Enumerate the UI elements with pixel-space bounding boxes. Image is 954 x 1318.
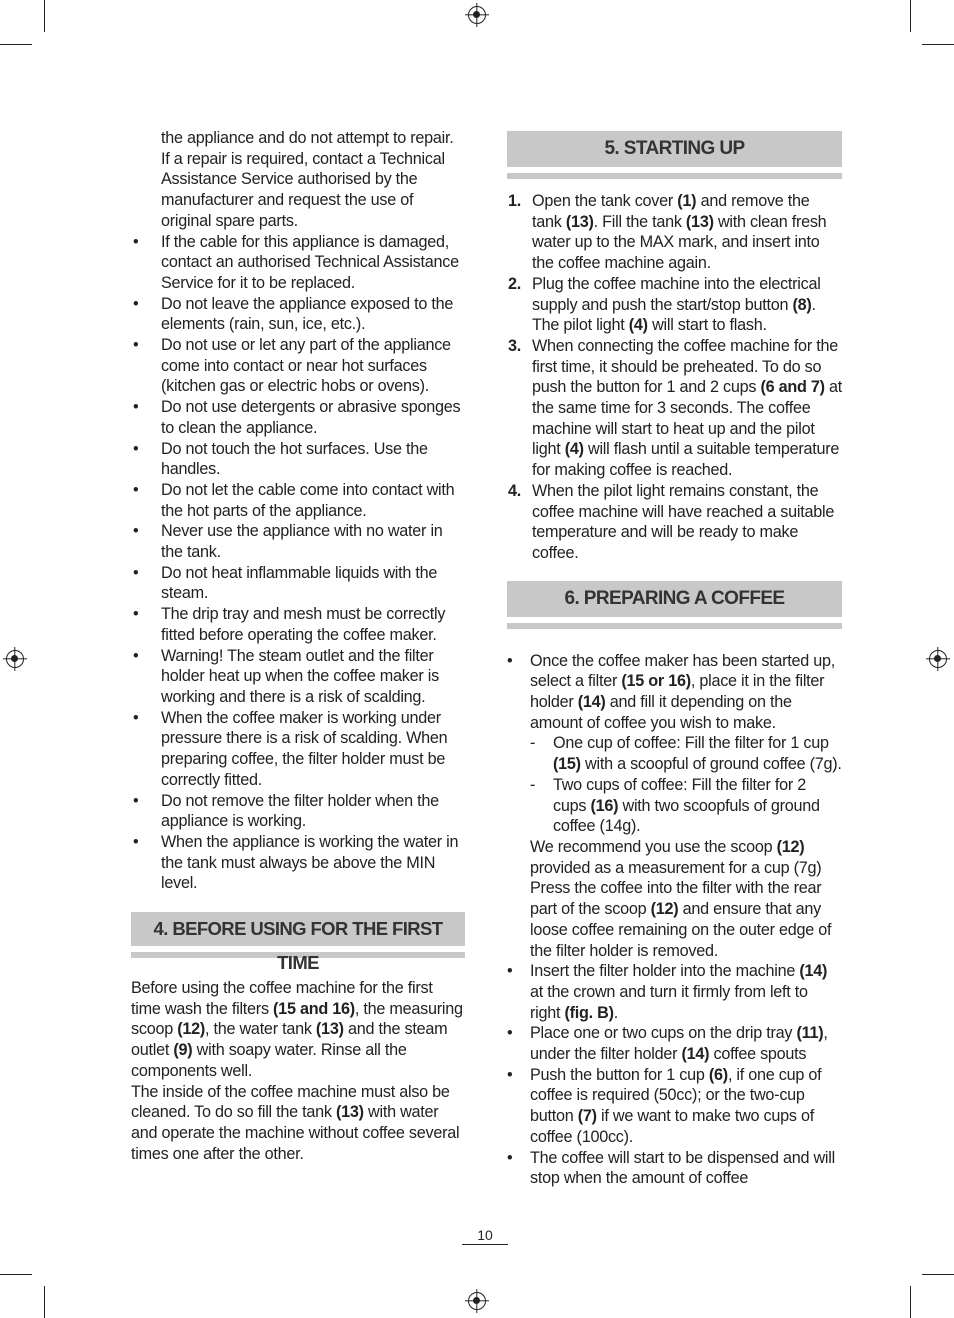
registration-mark-icon <box>929 650 947 668</box>
safety-continuation: the appliance and do not attempt to repair. If a repair is required, contact a Technical Assistance Service authorised by the manufacturer and request the use of original spare parts. <box>161 129 454 230</box>
section-4-heading: 4. BEFORE USING FOR THE FIRST TIME <box>131 912 465 946</box>
crop-mark <box>0 44 32 45</box>
list-item: • Do not use detergents or abrasive sponges to clean the appliance. <box>131 397 465 438</box>
list-item: 1. Open the tank cover (1) and remove the tank (13). Fill the tank (13) with clean fresh water up to the MAX mark, and insert into the coffee machine again. <box>508 192 827 273</box>
list-item: • If the cable for this appliance is damaged, contact an authorised Technical Assistance Service for it to be replaced. <box>131 232 465 294</box>
list-item: • Insert the filter holder into the machine (14) at the crown and turn it firmly from left to right (fig. B). <box>507 961 842 1023</box>
list-item: 3. When connecting the coffee machine for the first time, it should be preheated. To do so push the button for 1 and 2 cups (6 and 7) at the same time for 3 seconds. The coffee machine will start to heat up and the pilot light (4) will flash until a suitable temperature for making coffee is reached. <box>508 336 842 480</box>
list-item: • Do not remove the filter holder when the appliance is working. <box>131 791 465 832</box>
crop-mark <box>910 1286 911 1318</box>
list-item: • Do not leave the appliance exposed to the elements (rain, sun, ice, etc.). <box>131 294 465 335</box>
list-item: - One cup of coffee: Fill the filter for 1 cup (15) with a scoopful of ground coffee (7g). <box>530 733 842 774</box>
list-item: • Do not touch the hot surfaces. Use the handles. <box>131 439 465 480</box>
safety-list <box>131 232 465 895</box>
section-6-heading: 6. PREPARING A COFFEE <box>507 581 842 617</box>
list-item: • Do not heat inflammable liquids with the steam. <box>131 563 465 604</box>
section-4-paragraph-1: Before using the coffee machine for the first time wash the filters (15 and 16), the measuring scoop (12), the water tank (13) and the steam outlet (9) with soapy water. Rinse all the components well. <box>131 979 463 1080</box>
list-item: • The drip tray and mesh must be correctly fitted before operating the coffee maker. <box>131 604 465 645</box>
crop-mark <box>44 0 45 32</box>
registration-mark-icon <box>468 1292 486 1310</box>
list-item: • Do not let the cable come into contact with the hot parts of the appliance. <box>131 480 465 521</box>
right-column <box>507 131 842 1189</box>
crop-mark <box>0 1274 32 1275</box>
dose-list <box>507 733 842 837</box>
starting-up-steps <box>507 191 842 564</box>
section-4-paragraph-2: The inside of the coffee machine must also be cleaned. To do so fill the tank (13) with water and operate the machine without coffee several times one after the other. <box>131 1082 460 1163</box>
list-item: 2. Plug the coffee machine into the electrical supply and push the start/stop button (8). The pilot light (4) will start to flash. <box>508 274 821 335</box>
list-item: • Place one or two cups on the drip tray (11), under the filter holder (14) coffee spouts <box>507 1023 842 1064</box>
list-item: • Do not use or let any part of the appliance come into contact or near hot surfaces (kitchen gas or electric hobs or ovens). <box>131 335 465 397</box>
page-number: 10 <box>462 1226 508 1245</box>
registration-mark-icon <box>6 650 24 668</box>
list-item: • Push the button for 1 cup (6), if one cup of coffee is required (50cc); or the two-cup button (7) if we want to make two cups of coffee (100cc). <box>507 1065 842 1148</box>
list-item: 4. When the pilot light remains constant, the coffee machine will have reached a suitable temperature and will be ready to make coffee. <box>508 481 835 562</box>
crop-mark <box>922 1274 954 1275</box>
registration-mark-icon <box>468 6 486 24</box>
list-item: • Never use the appliance with no water in the tank. <box>131 521 465 562</box>
crop-mark <box>44 1286 45 1318</box>
left-column <box>131 128 465 1164</box>
section-5-heading: 5. STARTING UP <box>507 131 842 167</box>
scoop-note: We recommend you use the scoop (12) provided as a measurement for a cup (7g) Press the coffee into the filter with the rear part of the scoop (12) and ensure that any loose coffee remaining on the outer edge of the filter holder is removed. <box>530 837 832 960</box>
list-item: • When the coffee maker is working under pressure there is a risk of scalding. When preparing coffee, the filter holder must be correctly fitted. <box>131 708 465 791</box>
crop-mark <box>922 44 954 45</box>
preparing-coffee-list <box>507 651 842 1189</box>
crop-mark <box>910 0 911 32</box>
list-item: • Warning! The steam outlet and the filter holder heat up when the coffee maker is working and there is a risk of scalding. <box>131 646 465 708</box>
list-item: • Once the coffee maker has been started up, select a filter (15 or 16), place it in the filter holder (14) and fill it depending on the amount of coffee you wish to make. - One cup of coffee: Fill the filter for 1 cup (15) with a scoopful of ground coffee (7g). - Two cups of coffee: Fill the filter for 2 cups (16) with two scoopfuls of ground coffee (14g). We recommend you use the scoop (12) provided as a measurement for a cup (7g) Press the coffee into the filter with the rear part of the scoop (12) and ensure that any loose coffee remaining on the outer edge of the filter holder is removed. <box>507 651 842 962</box>
list-item: - Two cups of coffee: Fill the filter for 2 cups (16) with two scoopfuls of ground coffee (14g). <box>530 775 842 837</box>
list-item: • When the appliance is working the water in the tank must always be above the MIN level. <box>131 832 465 894</box>
list-item: • The coffee will start to be dispensed and will stop when the amount of coffee <box>507 1148 842 1189</box>
